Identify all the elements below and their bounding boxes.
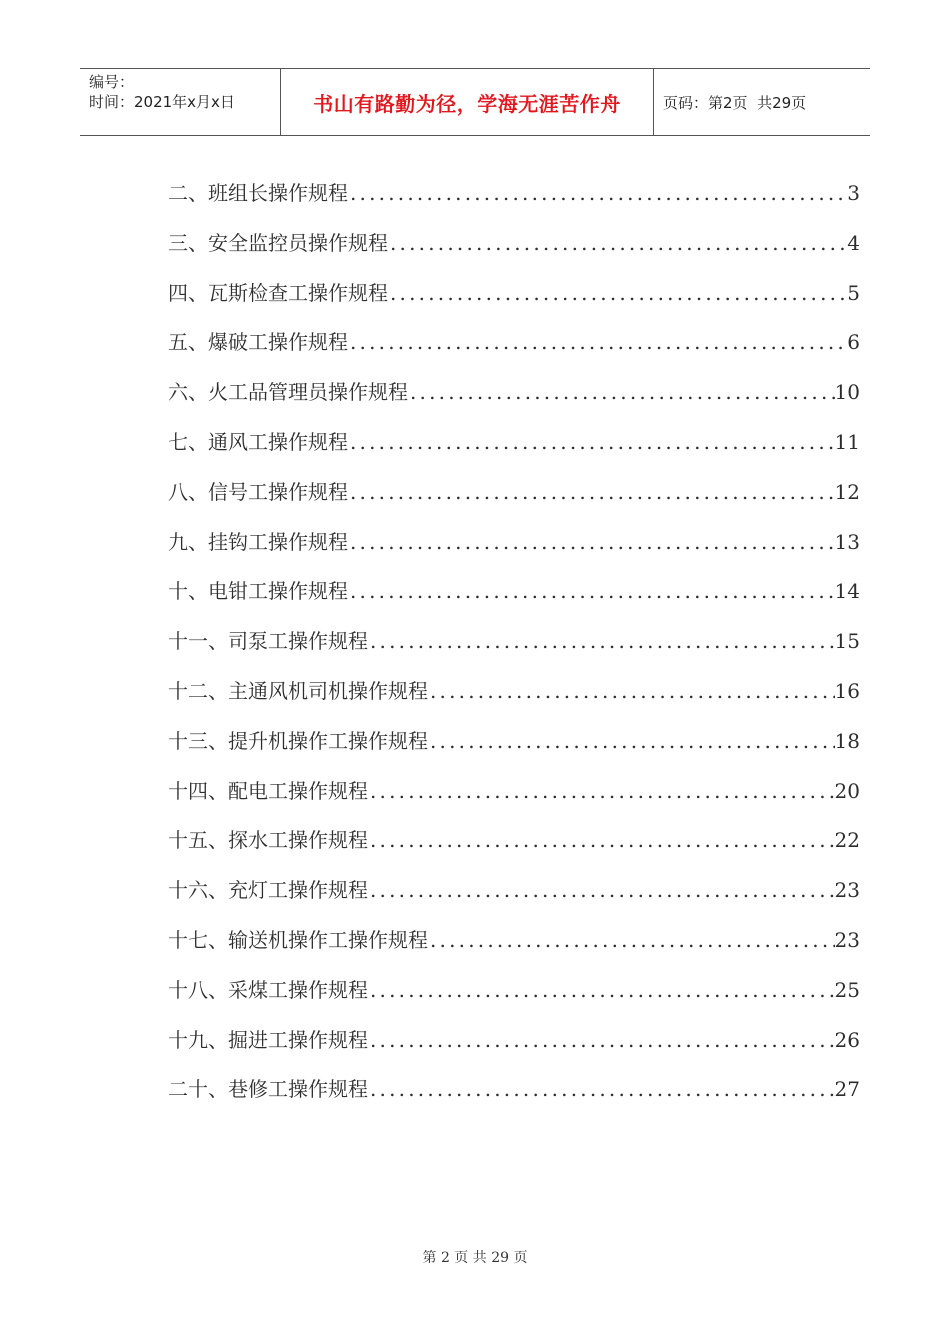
toc-entry-title: 十四、配电工操作规程: [168, 778, 368, 803]
toc-dot-leader: [348, 425, 835, 459]
table-of-contents: [168, 176, 860, 1122]
toc-entry-title: 十九、掘进工操作规程: [168, 1027, 368, 1052]
toc-entry[interactable]: [168, 226, 860, 276]
toc-dot-leader: [428, 724, 835, 758]
toc-entry-page-number: 16: [834, 678, 860, 703]
page-footer: 第 2 页 共 29 页: [422, 1250, 528, 1266]
toc-dot-leader: [368, 873, 835, 907]
toc-entry-page-number: 4: [847, 230, 860, 255]
toc-dot-leader: [368, 1023, 835, 1057]
toc-entry-page-number: 3: [847, 181, 860, 205]
toc-entry-page-number: 6: [847, 330, 860, 355]
toc-entry-title: 十八、采煤工操作规程: [168, 977, 368, 1002]
toc-entry-page-number: 22: [834, 828, 860, 853]
toc-entry[interactable]: [168, 276, 860, 326]
toc-entry-page-number: 27: [834, 1077, 860, 1102]
toc-entry-page-number: 11: [834, 429, 860, 454]
toc-dot-leader: [348, 176, 847, 210]
toc-entry-title: 五、爆破工操作规程: [168, 330, 348, 355]
toc-dot-leader: [368, 823, 835, 857]
toc-entry-title: 四、瓦斯检查工操作规程: [168, 280, 388, 305]
toc-entry[interactable]: [168, 1072, 860, 1122]
toc-entry-title: 三、安全监控员操作规程: [168, 230, 388, 255]
toc-entry-title: 九、挂钩工操作规程: [168, 529, 348, 554]
toc-entry-title: 十七、输送机操作工操作规程: [168, 927, 428, 952]
toc-entry[interactable]: [168, 525, 860, 575]
toc-dot-leader: [348, 574, 835, 608]
toc-entry-page-number: 18: [834, 728, 860, 753]
header-motto: 书山有路勤为径，学海无涯苦作舟: [281, 69, 654, 135]
toc-entry-title: 八、信号工操作规程: [168, 479, 348, 504]
toc-entry-page-number: 12: [834, 479, 860, 504]
toc-dot-leader: [408, 375, 835, 409]
toc-entry[interactable]: [168, 724, 860, 774]
toc-entry-page-number: 14: [834, 579, 860, 604]
toc-entry[interactable]: [168, 1023, 860, 1073]
toc-entry-title: 十、电钳工操作规程: [168, 579, 348, 604]
toc-entry[interactable]: [168, 375, 860, 425]
toc-entry[interactable]: [168, 774, 860, 824]
document-header: [80, 68, 870, 136]
toc-entry-page-number: 25: [834, 977, 860, 1002]
toc-entry[interactable]: [168, 624, 860, 674]
toc-dot-leader: [388, 276, 847, 310]
toc-entry-title: 十三、提升机操作工操作规程: [168, 728, 428, 753]
toc-entry-page-number: 10: [834, 380, 860, 405]
toc-dot-leader: [368, 973, 835, 1007]
toc-entry-title: 十五、探水工操作规程: [168, 828, 368, 853]
toc-entry-title: 六、火工品管理员操作规程: [168, 380, 408, 405]
toc-dot-leader: [428, 674, 835, 708]
document-date-label: 时间：2021年x月x日: [89, 93, 235, 111]
toc-dot-leader: [368, 624, 835, 658]
header-page-info: 页码：第2页 共29页: [663, 93, 807, 112]
toc-entry-title: 二十、巷修工操作规程: [168, 1077, 368, 1102]
toc-dot-leader: [348, 475, 835, 509]
toc-entry[interactable]: [168, 873, 860, 923]
toc-entry[interactable]: [168, 475, 860, 525]
toc-entry[interactable]: [168, 973, 860, 1023]
toc-dot-leader: [428, 923, 835, 957]
toc-entry-title: 十六、充灯工操作规程: [168, 878, 368, 903]
document-number-label: 编号：: [89, 73, 135, 91]
toc-entry-page-number: 20: [834, 778, 860, 803]
toc-entry-page-number: 26: [834, 1027, 860, 1052]
toc-dot-leader: [368, 1072, 835, 1106]
toc-dot-leader: [368, 774, 835, 808]
toc-entry-title: 二、班组长操作规程: [168, 181, 348, 205]
toc-entry[interactable]: [168, 923, 860, 973]
toc-dot-leader: [388, 226, 847, 260]
toc-dot-leader: [348, 525, 835, 559]
toc-entry-title: 七、通风工操作规程: [168, 429, 348, 454]
toc-entry[interactable]: [168, 823, 860, 873]
toc-entry[interactable]: [168, 425, 860, 475]
toc-entry-page-number: 13: [834, 529, 860, 554]
toc-dot-leader: [348, 325, 847, 359]
toc-entry-page-number: 23: [834, 927, 860, 952]
toc-entry[interactable]: [168, 176, 860, 226]
toc-entry-title: 十一、司泵工操作规程: [168, 629, 368, 654]
toc-entry-page-number: 23: [834, 878, 860, 903]
toc-entry-page-number: 15: [834, 629, 860, 654]
toc-entry-title: 十二、主通风机司机操作规程: [168, 678, 428, 703]
toc-entry[interactable]: [168, 574, 860, 624]
toc-entry-page-number: 5: [847, 280, 860, 305]
header-meta-cell: [80, 69, 281, 135]
toc-entry[interactable]: [168, 674, 860, 724]
toc-entry[interactable]: [168, 325, 860, 375]
